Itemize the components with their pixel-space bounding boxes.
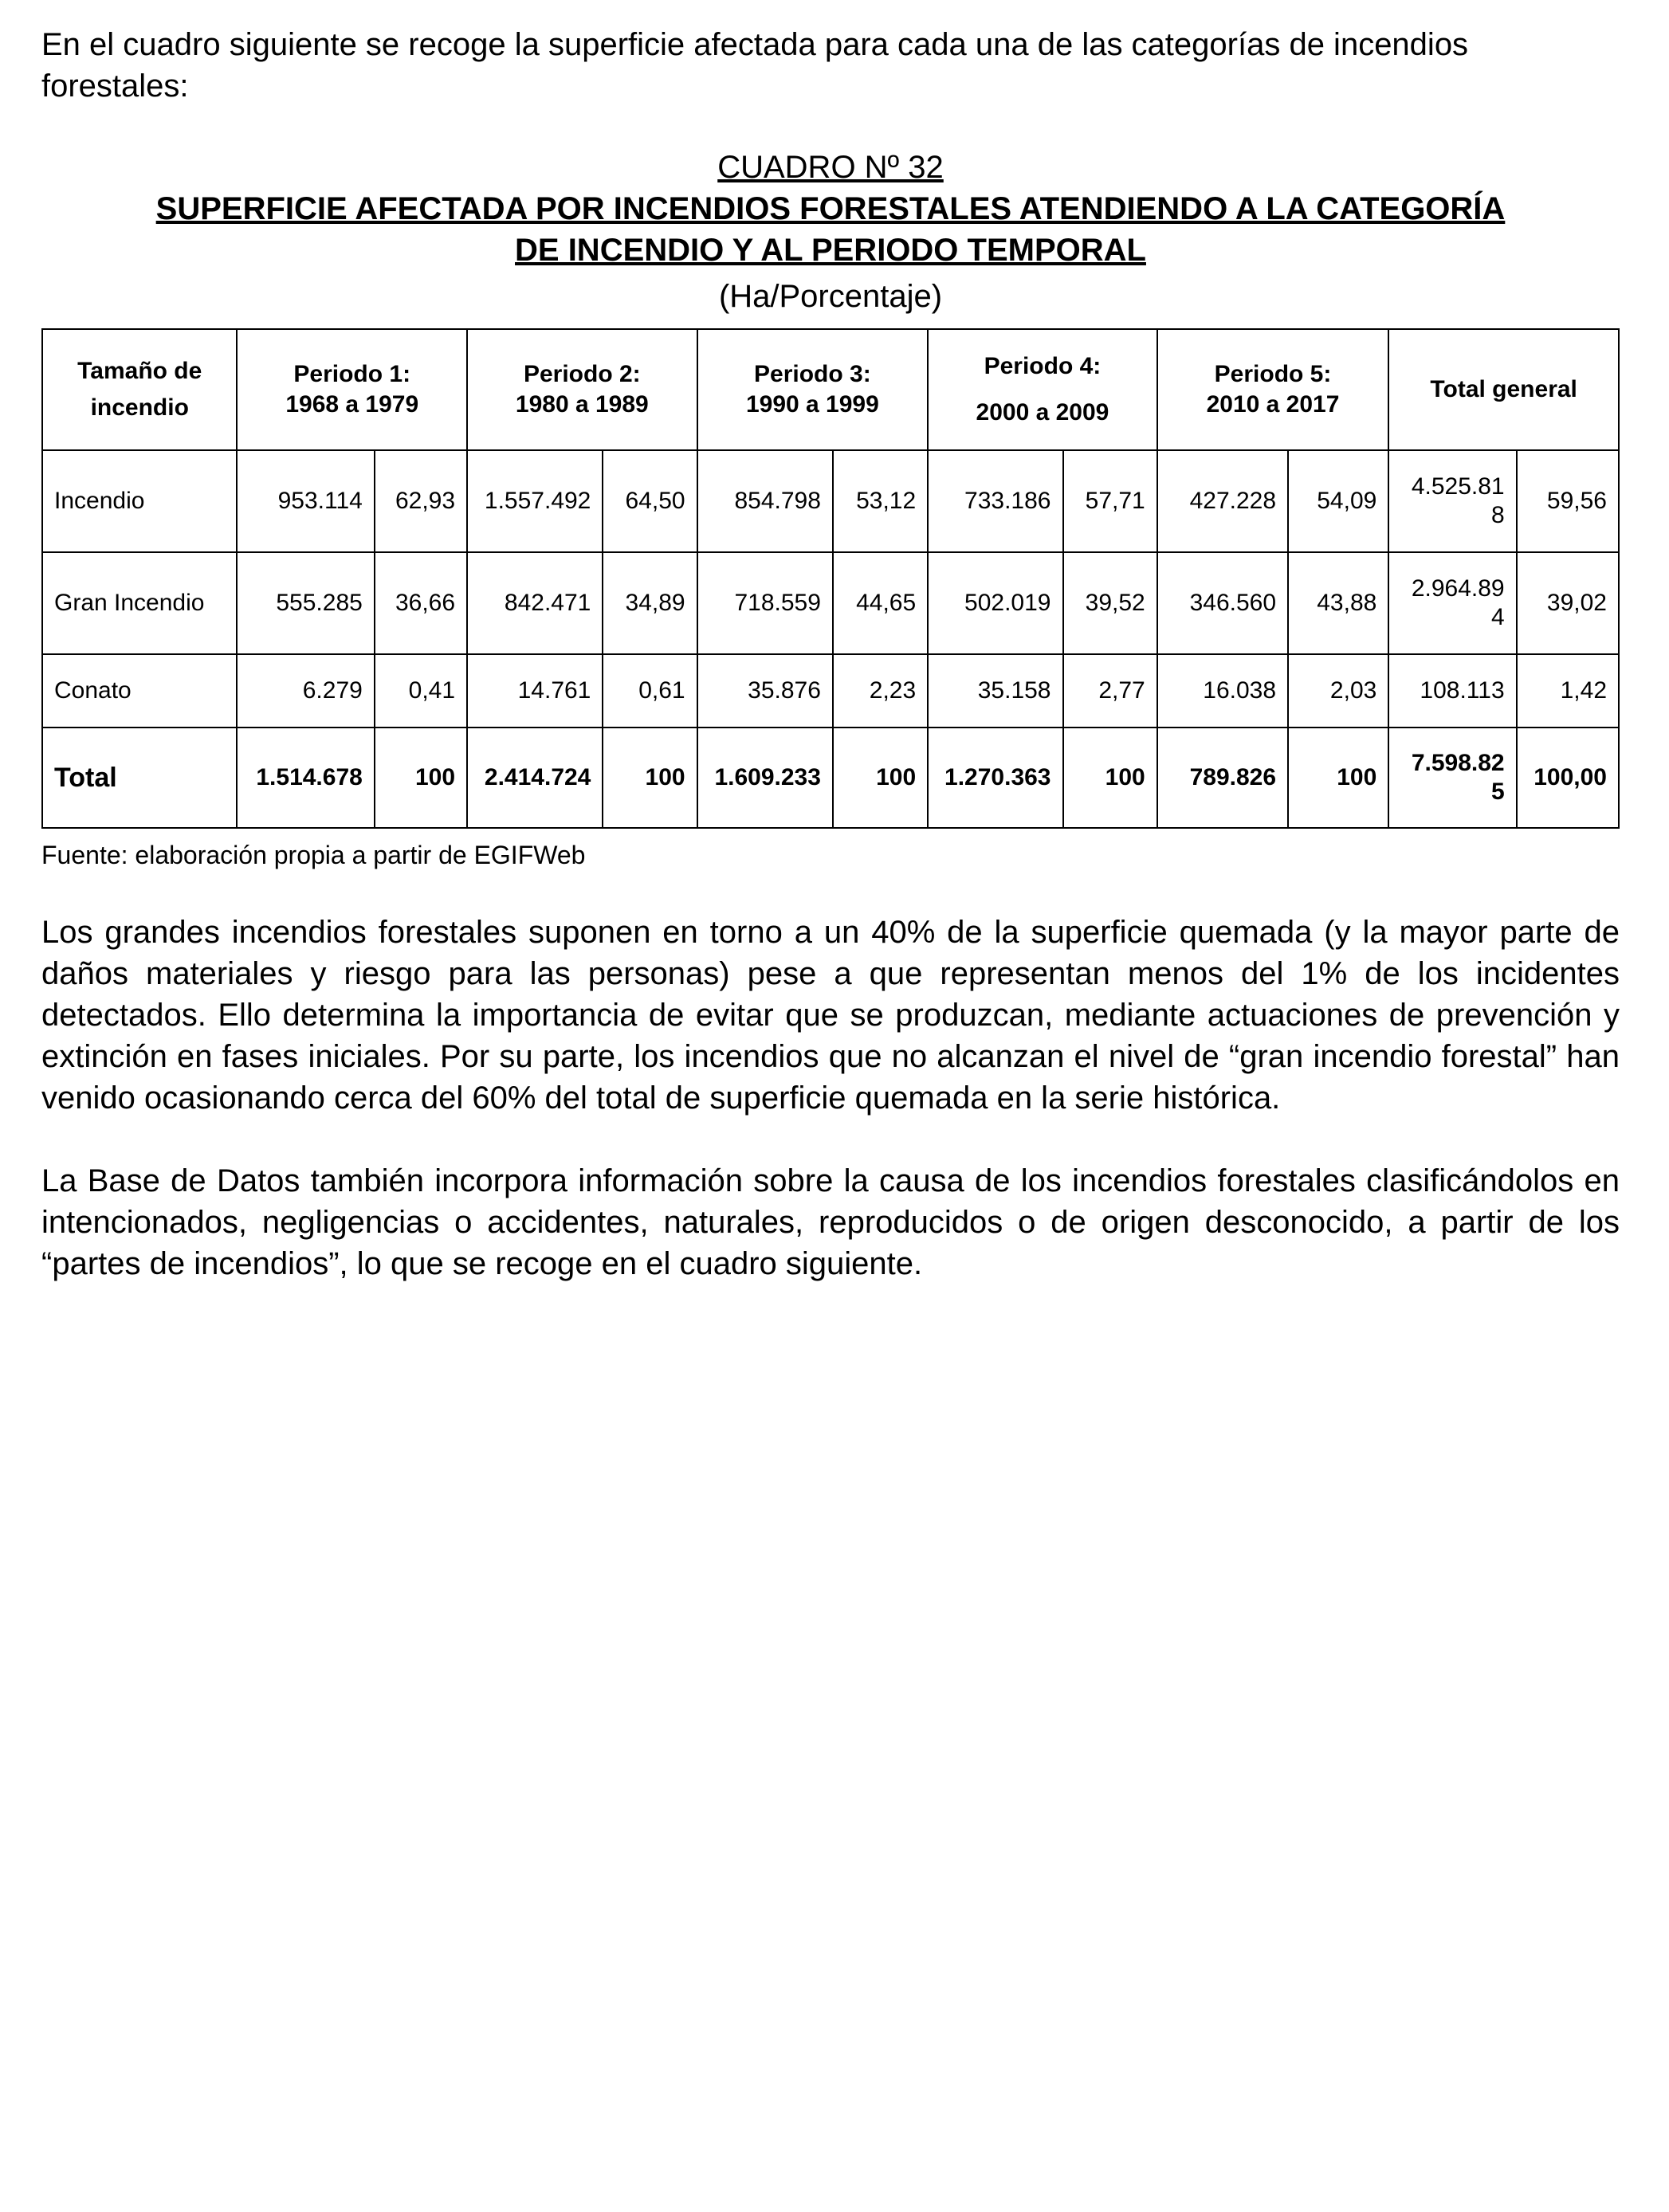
total-general-header: Total general bbox=[1388, 329, 1619, 450]
table-cell: 54,09 bbox=[1288, 450, 1388, 552]
table-cell: 35.876 bbox=[697, 654, 833, 728]
table-cell: 100 bbox=[375, 728, 467, 828]
table-cell: 14.761 bbox=[467, 654, 603, 728]
table-units: (Ha/Porcentaje) bbox=[718, 279, 943, 314]
table-cell: 1.609.233 bbox=[697, 728, 833, 828]
table-cell: 39,02 bbox=[1517, 552, 1619, 654]
period-5-header bbox=[1157, 329, 1389, 450]
row-label: Total bbox=[42, 728, 237, 828]
period-range: 1980 a 1989 bbox=[515, 391, 649, 418]
period-1-header bbox=[237, 329, 467, 450]
table-cell: 1.270.363 bbox=[928, 728, 1062, 828]
table-cell: 346.560 bbox=[1157, 552, 1288, 654]
table-cell: 64,50 bbox=[603, 450, 697, 552]
table-row-gran-incendio bbox=[42, 552, 1619, 654]
table-cell: 100 bbox=[1288, 728, 1388, 828]
period-range: 2010 a 2017 bbox=[1206, 391, 1340, 418]
row-label: Incendio bbox=[42, 450, 237, 552]
table-cell: 718.559 bbox=[697, 552, 833, 654]
period-name: Periodo 4: bbox=[984, 353, 1102, 379]
table-cell: 35.158 bbox=[928, 654, 1062, 728]
table-cell: 36,66 bbox=[375, 552, 467, 654]
size-column-header: Tamaño de incendio bbox=[42, 329, 237, 450]
table-cell: 34,89 bbox=[603, 552, 697, 654]
burned-area-table bbox=[41, 328, 1620, 829]
row-label: Conato bbox=[42, 654, 237, 728]
period-name: Periodo 2: bbox=[523, 361, 641, 387]
table-cell: 1.514.678 bbox=[237, 728, 374, 828]
table-cell: 2,77 bbox=[1063, 654, 1157, 728]
table-row-conato bbox=[42, 654, 1619, 728]
table-cell: 555.285 bbox=[237, 552, 374, 654]
body-paragraph-2: La Base de Datos también incorpora información sobre la causa de los incendios forestales clasificándolos en intencionados, negligencias o accidentes, naturales, reproducidos o de origen desconocido, a partir de los “partes de incendios”, lo que se recoge en el cuadro siguiente. bbox=[41, 1163, 1620, 1281]
table-cell: 1,42 bbox=[1517, 654, 1619, 728]
document-page bbox=[41, 24, 1620, 1284]
period-4-header bbox=[928, 329, 1157, 450]
table-cell: 53,12 bbox=[833, 450, 928, 552]
table-cell: 59,56 bbox=[1517, 450, 1619, 552]
table-cell: 44,65 bbox=[833, 552, 928, 654]
period-range: 2000 a 2009 bbox=[976, 399, 1109, 426]
table-cell: 2,23 bbox=[833, 654, 928, 728]
table-cell: 100 bbox=[833, 728, 928, 828]
body-paragraph-1: Los grandes incendios forestales suponen en torno a un 40% de la superficie quemada (y la mayor parte de daños materiales y riesgo para las personas) pese a que representan menos del 1% de los incidentes detectados. Ello determina la importancia de evitar que se produzcan, mediante actuaciones de prevención y extinción en fases iniciales. Por su parte, los incendios que no alcanzan el nivel de “gran incendio forestal” han venido ocasionando cerca del 60% del total de superficie quemada en la serie histórica. bbox=[41, 915, 1620, 1116]
table-row-total bbox=[42, 728, 1619, 828]
table-header-row bbox=[42, 329, 1619, 450]
table-cell: 0,61 bbox=[603, 654, 697, 728]
period-2-header bbox=[467, 329, 697, 450]
period-name: Periodo 3: bbox=[754, 361, 871, 387]
table-cell: 6.279 bbox=[237, 654, 374, 728]
table-cell: 854.798 bbox=[697, 450, 833, 552]
table-cell: 2,03 bbox=[1288, 654, 1388, 728]
table-cell: 733.186 bbox=[928, 450, 1062, 552]
table-cell: 842.471 bbox=[467, 552, 603, 654]
row-label: Gran Incendio bbox=[42, 552, 237, 654]
intro-paragraph: En el cuadro siguiente se recoge la superficie afectada para cada una de las categorías de incendios forestales: bbox=[41, 27, 1469, 104]
table-cell: 16.038 bbox=[1157, 654, 1288, 728]
table-title-line-2: DE INCENDIO Y AL PERIODO TEMPORAL bbox=[515, 233, 1146, 268]
table-row-incendio bbox=[42, 450, 1619, 552]
table-cell: 100 bbox=[1063, 728, 1157, 828]
table-cell: 100 bbox=[603, 728, 697, 828]
table-cell: 789.826 bbox=[1157, 728, 1288, 828]
table-cell: 108.113 bbox=[1388, 654, 1516, 728]
table-cell: 502.019 bbox=[928, 552, 1062, 654]
table-cell: 0,41 bbox=[375, 654, 467, 728]
table-title-line-1: SUPERFICIE AFECTADA POR INCENDIOS FORESTALES ATENDIENDO A LA CATEGORÍA bbox=[155, 191, 1506, 226]
table-cell: 43,88 bbox=[1288, 552, 1388, 654]
period-name: Periodo 5: bbox=[1214, 361, 1332, 387]
table-cell: 1.557.492 bbox=[467, 450, 603, 552]
table-title-block bbox=[41, 147, 1620, 317]
table-cell: 4.525.818 bbox=[1388, 450, 1516, 552]
table-cell: 953.114 bbox=[237, 450, 374, 552]
period-range: 1968 a 1979 bbox=[285, 391, 419, 418]
table-cell: 427.228 bbox=[1157, 450, 1288, 552]
table-number: CUADRO Nº 32 bbox=[717, 150, 944, 185]
period-range: 1990 a 1999 bbox=[745, 391, 879, 418]
period-3-header bbox=[697, 329, 929, 450]
table-cell: 62,93 bbox=[375, 450, 467, 552]
table-cell: 7.598.825 bbox=[1388, 728, 1516, 828]
table-cell: 2.414.724 bbox=[467, 728, 603, 828]
table-cell: 2.964.894 bbox=[1388, 552, 1516, 654]
table-cell: 57,71 bbox=[1063, 450, 1157, 552]
table-source-note: Fuente: elaboración propia a partir de EGIFWeb bbox=[41, 841, 586, 869]
table-cell: 39,52 bbox=[1063, 552, 1157, 654]
table-cell: 100,00 bbox=[1517, 728, 1619, 828]
period-name: Periodo 1: bbox=[293, 361, 411, 387]
